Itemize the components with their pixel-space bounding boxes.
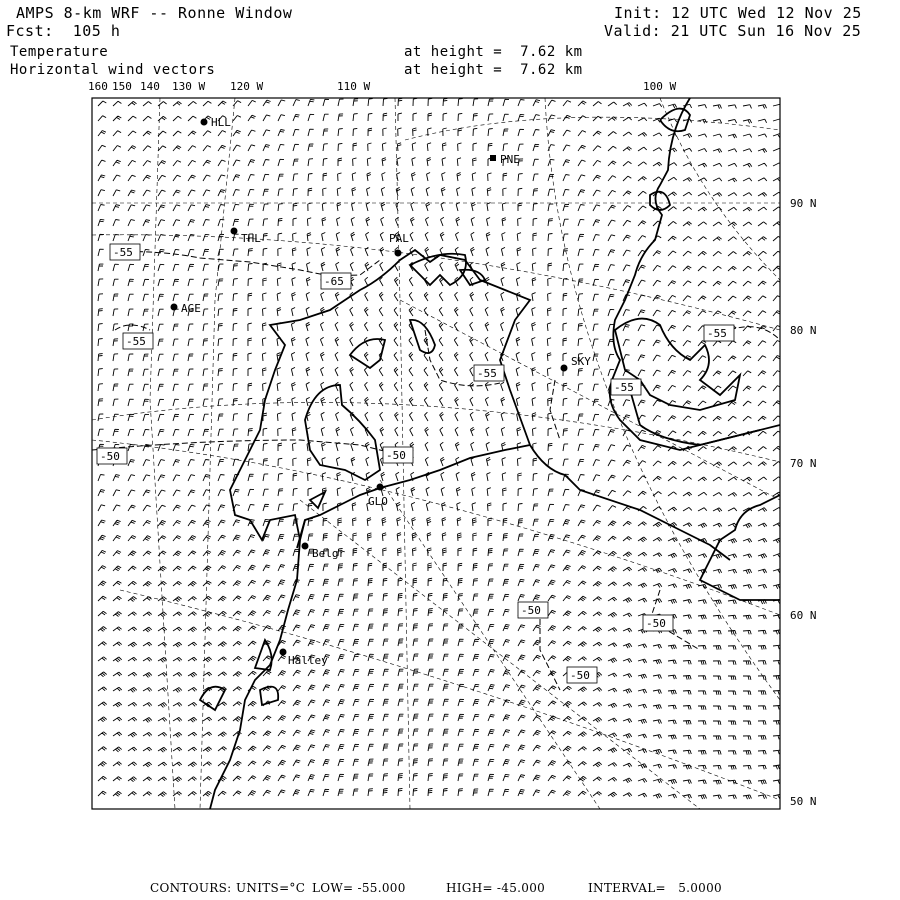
valid-time: Valid: 21 UTC Sun 16 Nov 25 [604, 22, 862, 40]
station-thl-label: THL [241, 232, 261, 245]
svg-text:-50: -50 [570, 669, 590, 682]
forecast-hour: Fcst: 105 h [6, 22, 121, 40]
height-temperature: at height = 7.62 km [404, 44, 583, 60]
contour-label [643, 615, 673, 631]
svg-text:-55: -55 [707, 327, 727, 340]
contours-low: LOW= -55.000 [312, 881, 406, 895]
map-frame [92, 98, 780, 809]
lon-label-160: 160 [88, 80, 108, 93]
lon-label-110: 110 W [337, 80, 371, 93]
contour-label [123, 333, 153, 349]
lat-label-50: 50 N [790, 795, 817, 808]
field-temperature: Temperature [10, 44, 109, 60]
station-age-label: AGE [181, 302, 201, 315]
svg-text:-55: -55 [614, 381, 634, 394]
station-belgr-label: Belgr [312, 547, 346, 560]
svg-text:-50: -50 [646, 617, 666, 630]
contours-units: UNITS=°C [236, 881, 306, 895]
station-pne-marker [490, 155, 496, 161]
contour-label [474, 365, 504, 381]
lon-label-130: 130 W [172, 80, 206, 93]
contour-label [383, 447, 413, 463]
wind-barbs-layer [98, 98, 782, 799]
contour-label [518, 602, 548, 618]
station-pal-marker [395, 250, 402, 257]
height-wind: at height = 7.62 km [404, 62, 583, 78]
model-title: AMPS 8-km WRF -- Ronne Window [16, 4, 293, 22]
contours-high: HIGH= -45.000 [446, 881, 546, 895]
lon-label-150: 150 [112, 80, 132, 93]
station-halley-marker [280, 649, 287, 656]
svg-text:-65: -65 [324, 275, 344, 288]
lon-label-120: 120 W [230, 80, 264, 93]
contour-label [567, 667, 597, 683]
station-halley-label: Halley [288, 654, 328, 667]
svg-text:-50: -50 [386, 449, 406, 462]
contours-interval: INTERVAL= 5.0000 [588, 881, 722, 895]
wind-barbs [98, 98, 782, 799]
station-hll-marker [201, 119, 208, 126]
station-sky-label: SKY [571, 355, 591, 368]
init-time: Init: 12 UTC Wed 12 Nov 25 [614, 4, 862, 22]
lat-label-70: 70 N [790, 457, 817, 470]
field-wind-vectors: Horizontal wind vectors [10, 62, 216, 78]
lat-label-80: 80 N [790, 324, 817, 337]
svg-text:-55: -55 [477, 367, 497, 380]
svg-text:-55: -55 [113, 246, 133, 259]
contour-label [611, 379, 641, 395]
contour-label [110, 244, 140, 260]
svg-text:-50: -50 [521, 604, 541, 617]
station-pne-label: PNE [500, 153, 520, 166]
lon-label-140: 140 [140, 80, 160, 93]
station-glo-marker [377, 484, 384, 491]
station-pal-label: PAL [389, 232, 409, 245]
station-age-marker [171, 304, 178, 311]
contour-label [321, 273, 351, 289]
contours-label: CONTOURS: [150, 881, 232, 895]
svg-text:-50: -50 [100, 450, 120, 463]
station-belgr-marker [302, 543, 309, 550]
station-thl-marker [231, 228, 238, 235]
station-hll-label: HLL [211, 116, 231, 129]
graticule [92, 98, 780, 809]
station-sky-marker [561, 365, 568, 372]
lat-label-90: 90 N [790, 197, 817, 210]
lat-label-60: 60 N [790, 609, 817, 622]
contour-label [704, 325, 734, 341]
lon-label-100: 100 W [643, 80, 677, 93]
station-glo-label: GLO [368, 495, 388, 508]
contour-label [97, 448, 127, 464]
svg-text:-55: -55 [126, 335, 146, 348]
